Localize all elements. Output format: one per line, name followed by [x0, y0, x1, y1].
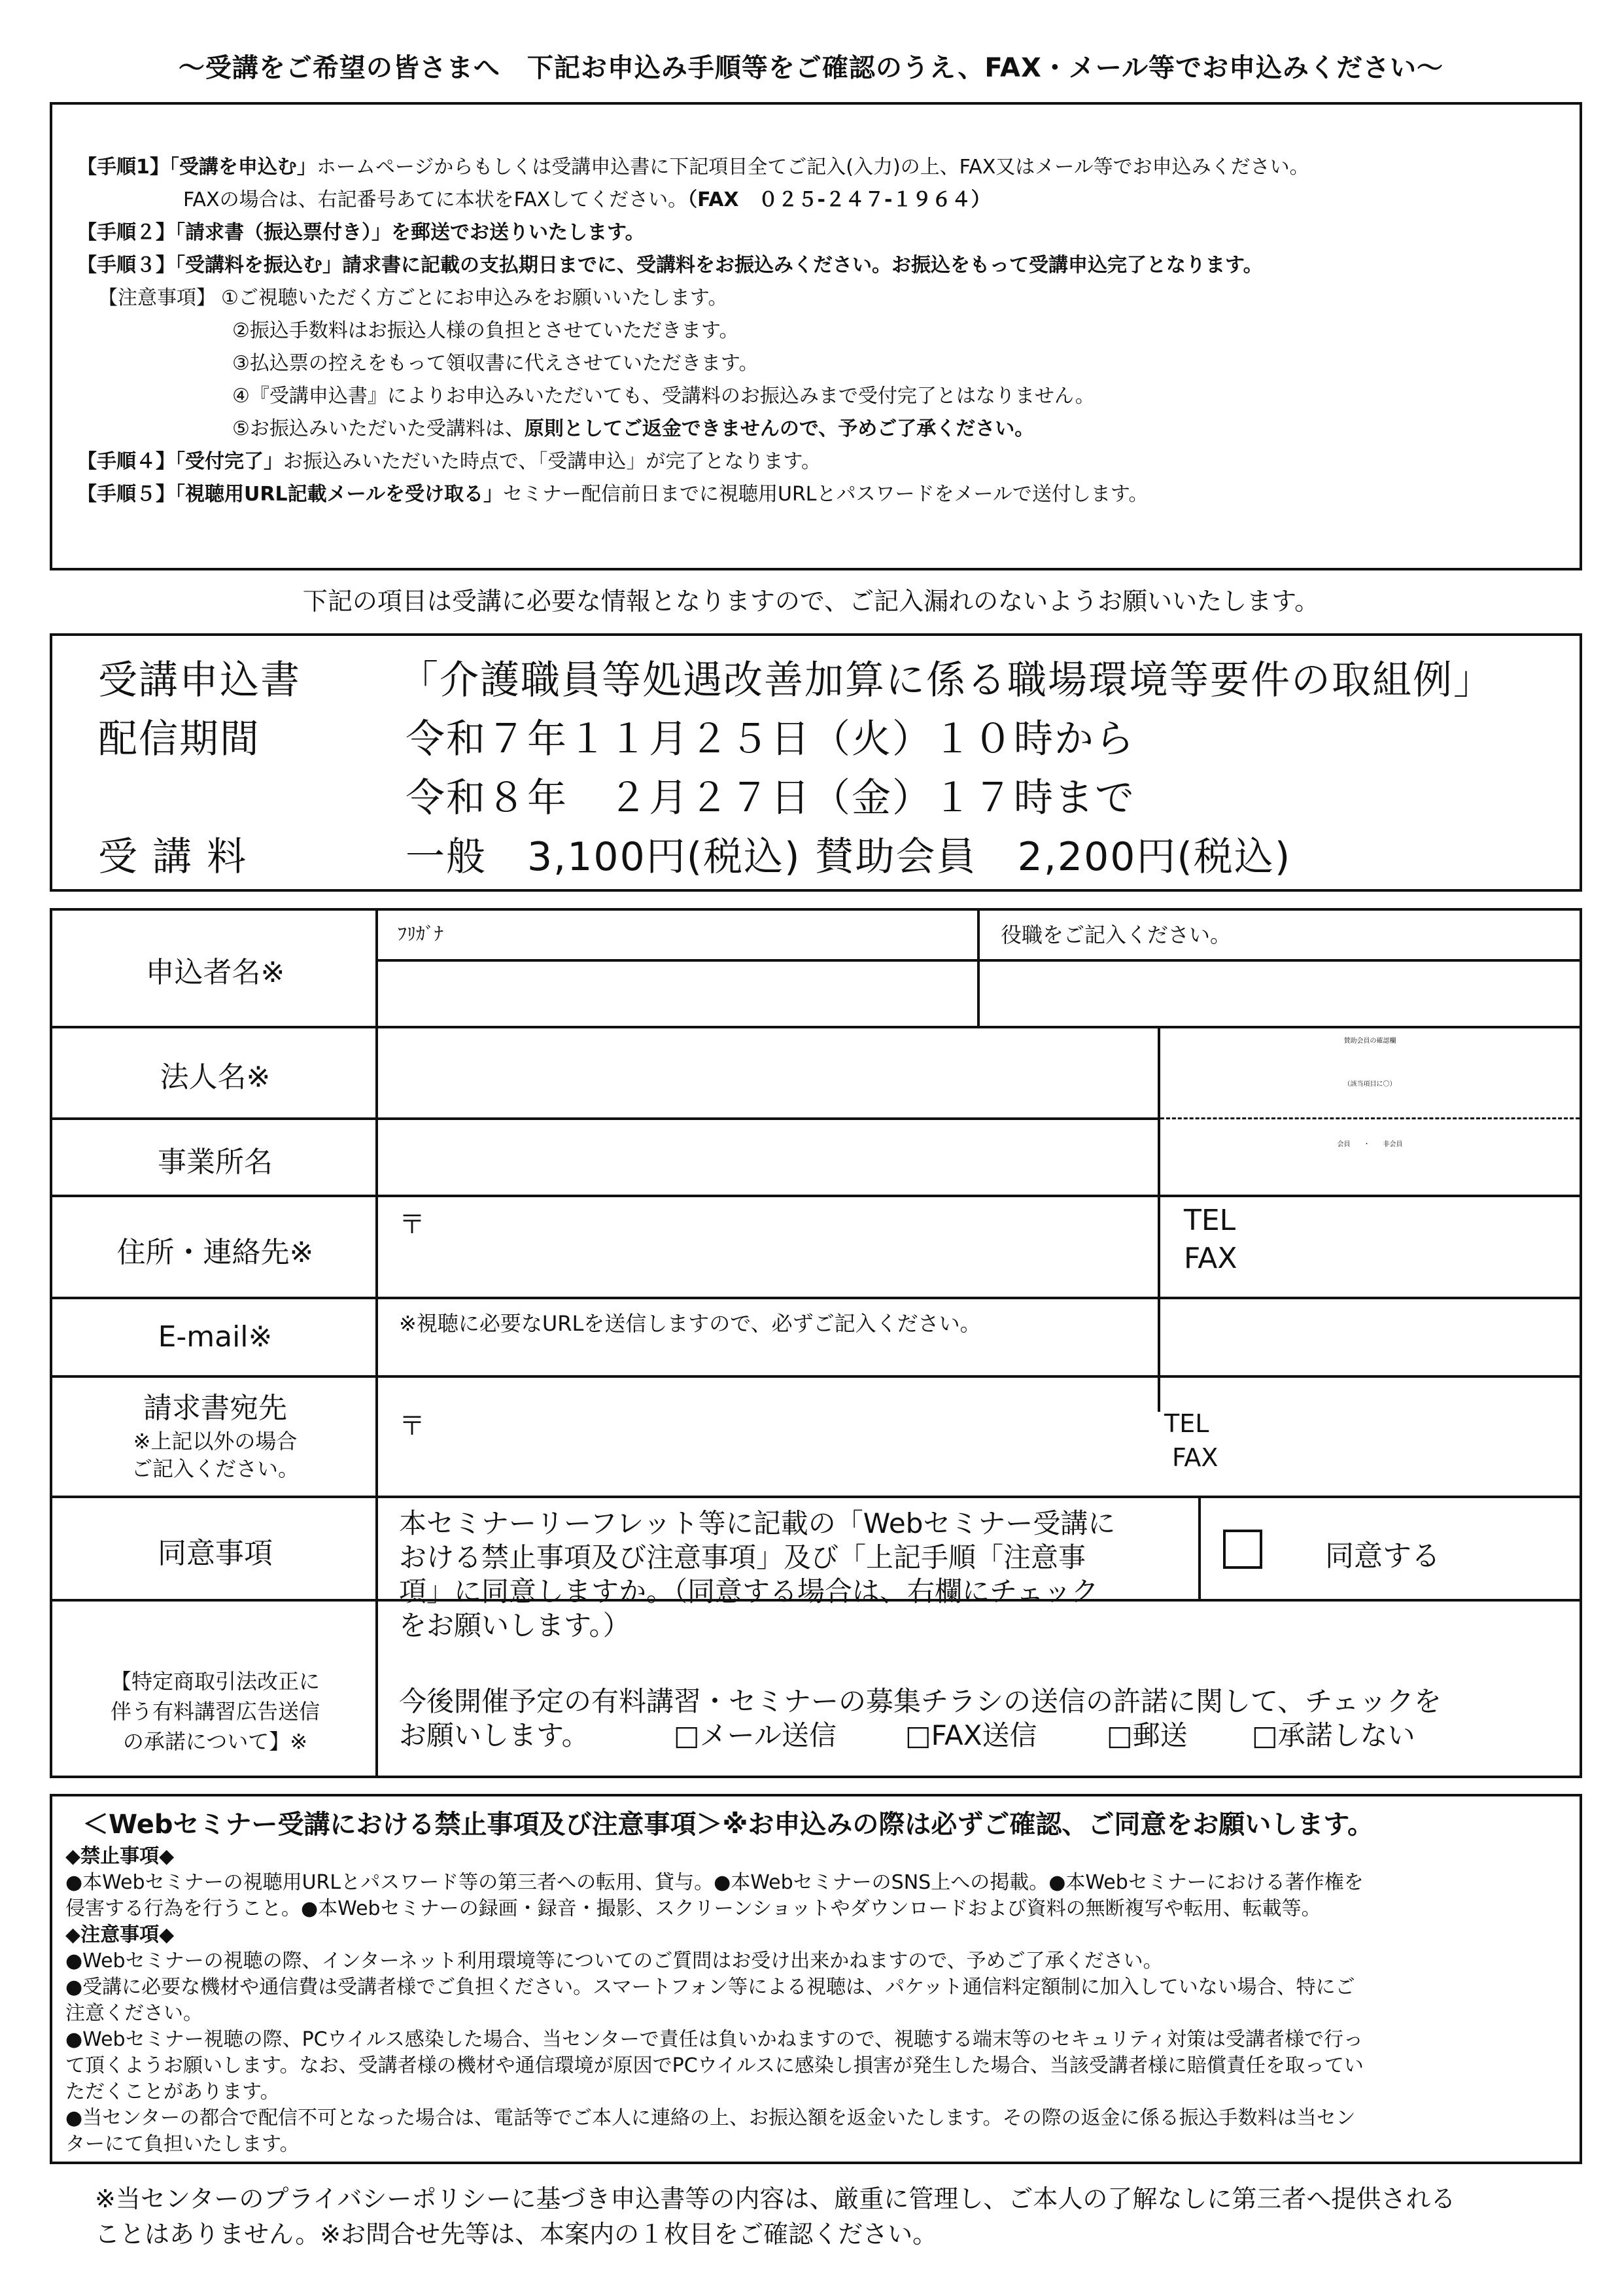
step4-head: 【手順４】「受付完了」 [77, 450, 283, 473]
step5-head: 【手順５】「視聴用URL記載メールを受け取る」 [77, 483, 503, 506]
step3-line: 【手順３】「受講料を振込む」請求書に記載の支払期日までに、受講料をお振込みください。お振込をもって受講申込完了となります。 [77, 254, 1263, 277]
step4-text: お振込みいただいた時点で、「受講申込」が完了となります。 [283, 450, 821, 473]
consent-line-4: をお願いします。） [399, 1609, 631, 1641]
privacy-line-2: ことはありません。※お問合せ先等は、本案内の１枚目をご確認ください。 [95, 2220, 938, 2249]
ad-label-1: 【特定商取引法改正に [110, 1669, 320, 1694]
fee-label: 受 講 料 [98, 834, 248, 880]
consent-label: 同意事項 [158, 1537, 273, 1570]
step1-text: ホームページからもしくは受講申込書に下記項目全てご記入(入力)の上、FAX又はメール等でお申込みください。 [316, 156, 1309, 179]
period-end: 令和８年 ２月２７日（金）１７時まで [406, 775, 1135, 821]
note-1: ①ご視聴いただく方ごとにお申込みをお願いいたします。 [221, 287, 728, 309]
fax-label: FAX [1184, 1242, 1237, 1275]
prohibited-2: 侵害する行為を行うこと。●本Webセミナーの録画・録音・撮影、スクリーンショットやダウンロードおよび資料の無断複写や転用、転載等。 [65, 1897, 1321, 1920]
corp-field[interactable] [379, 1030, 1155, 1116]
row-line-1 [52, 1026, 1580, 1028]
period-label: 配信期間 [98, 716, 260, 762]
consent-line-2: おける禁止事項及び注意事項」及び「上記手順「注意事 [399, 1541, 1086, 1573]
consent-line-1: 本セミナーリーフレット等に記載の「Webセミナー受講に [399, 1507, 1116, 1539]
member-dashed-line [1160, 1117, 1580, 1119]
row-line-5 [52, 1375, 1580, 1378]
row-line-6 [52, 1496, 1580, 1498]
caution-2b: 注意ください。 [65, 2002, 203, 2025]
email-label: E-mail※ [158, 1320, 273, 1354]
app-label: 受講申込書 [98, 657, 301, 703]
notes-label: 【注意事項】 [98, 287, 216, 309]
note-5a: ⑤お振込みいただいた受講料は、 [232, 417, 525, 440]
step1-head: 【手順1】「受講を申込む」 [77, 156, 317, 179]
office-field[interactable] [379, 1121, 1155, 1192]
billing-field[interactable] [379, 1379, 1576, 1493]
step1-line [77, 154, 1309, 181]
step1-fax-text: FAXの場合は、右記番号あてに本状をFAXしてください。 [183, 188, 688, 211]
ad-label-3: の承諾について】※ [122, 1729, 308, 1754]
ad-text-2: お願いします。 [399, 1719, 589, 1751]
ad-option-refuse[interactable]: □承諾しない [1252, 1719, 1415, 1751]
ad-option-post[interactable]: □郵送 [1107, 1719, 1188, 1751]
course-title: 「介護職員等処遇改善加算に係る職場環境等要件の取組例」 [399, 657, 1494, 703]
step1-fax-line [183, 187, 990, 213]
caution-head: ◆注意事項◆ [65, 1923, 175, 1946]
member-check-sub: （該当項目に〇） [1343, 1081, 1396, 1088]
rules-title: ＜Webセミナー受講における禁止事項及び注意事項＞※お申込みの際は必ずご確認、ご同意をお願いします。 [82, 1810, 1374, 1840]
ad-text-1: 今後開催予定の有料講習・セミナーの募集チラシの送信の許諾に関して、チェックを [399, 1685, 1442, 1717]
fee-text: 一般 3,100円(税込) 賛助会員 2,200円(税込) [406, 834, 1292, 880]
procedure-box [50, 102, 1582, 570]
prohibited-head: ◆禁止事項◆ [65, 1845, 175, 1868]
billing-postal-mark: 〒 [399, 1411, 425, 1441]
address-label: 住所・連絡先※ [116, 1236, 314, 1269]
step2-line: 【手順２】「請求書（振込票付き）」を郵送でお送りいたします。 [77, 221, 645, 244]
applicant-name-field[interactable] [379, 963, 976, 1023]
privacy-line-1: ※当センターのプライバシーポリシーに基づき申込書等の内容は、厳重に管理し、ご本人の了解なしに第三者へ提供される [95, 2184, 1456, 2213]
billing-sub-1: ※上記以外の場合 [133, 1429, 298, 1454]
note-4: ④『受講申込書』によりお申込みいただいても、受講料のお振込みまで受付完了とはなりません。 [232, 385, 1095, 408]
note-5b: 原則としてご返金できませんので、予めご了承ください。 [524, 417, 1035, 440]
ad-option-mail[interactable]: □メール送信 [674, 1719, 837, 1751]
row-line-3 [52, 1195, 1580, 1197]
postal-mark: 〒 [399, 1210, 425, 1240]
applicant-col-divider [977, 911, 980, 1026]
caution-3a: ●Webセミナー視聴の際、PCウイルス感染した場合、当センターで責任は負いかねますので、視聴する端末等のセキュリティ対策は受講者様で行っ [65, 2028, 1364, 2051]
office-label: 事業所名 [158, 1146, 273, 1179]
address-field[interactable] [379, 1199, 1155, 1294]
caution-2a: ●受講に必要な機材や通信費は受講者様でご負担ください。スマートフォン等による視聴は、パケット通信料定額制に加入していない場合、特にご [65, 1976, 1355, 1999]
row-line-4 [52, 1297, 1580, 1299]
caution-3c: ただくことがあります。 [65, 2080, 280, 2103]
email-hint: ※視聴に必要なURLを送信しますので、必ずご記入ください。 [399, 1311, 981, 1336]
rules-box [50, 1794, 1582, 2164]
step4-line [77, 449, 821, 475]
caution-4a: ●当センターの都合で配信不可となった場合は、電話等でご本人に連絡の上、お振込額を返金いたします。その際の返金に係る振込手数料は当セン [65, 2107, 1356, 2129]
period-start: 令和７年１１月２５日（火）１０時から [406, 716, 1135, 762]
instruction-line: 下記の項目は受講に必要な情報となりますので、ご記入漏れのないようお願いいたします。 [302, 587, 1320, 616]
caution-4b: ターにて負担いたします。 [65, 2133, 300, 2156]
billing-tel-label: TEL [1164, 1409, 1209, 1438]
position-hint: 役職をご記入ください。 [1001, 922, 1232, 947]
ad-label-2: 伴う有料講習広告送信 [110, 1699, 320, 1724]
ad-option-fax[interactable]: □FAX送信 [905, 1719, 1037, 1751]
row-line-2 [52, 1117, 1160, 1120]
fax-number: （FAX ０２５-２４７-１９６４） [687, 188, 991, 211]
application-form [50, 908, 1582, 1778]
tel-label: TEL [1184, 1204, 1236, 1237]
consent-col-divider [1198, 1496, 1201, 1599]
step5-text: セミナー配信前日までに視聴用URLとパスワードをメールで送付します。 [502, 483, 1149, 506]
member-options[interactable]: 会員 ・ 非会員 [1337, 1141, 1403, 1148]
member-check-title: 賛助会員の確認欄 [1343, 1038, 1396, 1045]
consent-checkbox[interactable] [1223, 1530, 1262, 1569]
note-2: ②振込手数料はお振込人様の負担とさせていただきます。 [232, 319, 739, 342]
consent-line-3: 項」に同意しますか。（同意する場合は、右欄にチェック [399, 1575, 1099, 1607]
applicant-label: 申込者名※ [145, 956, 285, 989]
furigana-label: ﾌﾘｶﾞﾅ [398, 923, 444, 945]
course-box [50, 633, 1582, 892]
prohibited-1: ●本Webセミナーの視聴用URLとパスワード等の第三者への転用、貸与。●本WebセミナーのSNS上への掲載。●本Webセミナーにおける著作権を [65, 1871, 1364, 1894]
billing-sub-2: ご記入ください。 [131, 1456, 299, 1481]
note-3: ③払込票の控えをもって領収書に代えさせていただきます。 [232, 352, 759, 375]
caution-3b: て頂くようお願いします。なお、受講者様の機材や通信環境が原因でPCウイルスに感染し損害が発生した場合、当該受講者様に賠償責任を取ってい [65, 2054, 1364, 2077]
corp-label: 法人名※ [160, 1060, 271, 1094]
billing-label: 請求書宛先 [143, 1392, 287, 1425]
note-5 [232, 416, 1034, 442]
caution-1: ●Webセミナーの視聴の際、インターネット利用環境等についてのご質問はお受け出来かねますので、予めご了承ください。 [65, 1950, 1163, 1972]
page-header-title: ～受講をご希望の皆さまへ 下記お申込み手順等をご確認のうえ、FAX・メール等でお申込みください～ [178, 53, 1444, 83]
position-field[interactable] [981, 963, 1576, 1023]
consent-checkbox-label: 同意する [1325, 1539, 1440, 1573]
email-field[interactable] [379, 1336, 1576, 1373]
billing-fax-label: FAX [1172, 1443, 1218, 1472]
step5-line [77, 482, 1149, 508]
